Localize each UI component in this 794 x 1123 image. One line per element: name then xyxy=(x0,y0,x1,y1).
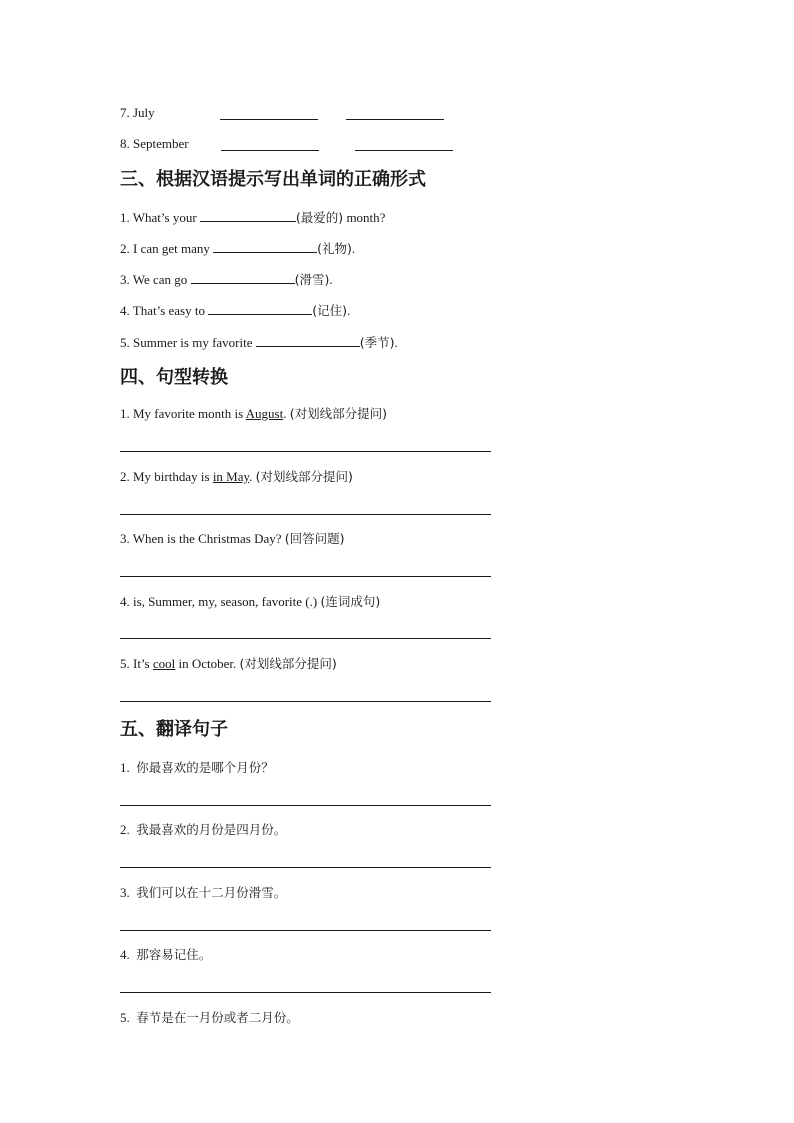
question-row xyxy=(120,334,398,351)
question-row xyxy=(120,136,189,152)
answer-line[interactable] xyxy=(120,514,491,515)
question-text: 我们可以在十二月份滑雪。 xyxy=(136,885,287,900)
answer-line[interactable] xyxy=(120,451,491,452)
underlined-word: in May xyxy=(212,469,250,484)
answer-blank[interactable] xyxy=(191,271,295,284)
instruction-note: (对划线部分提问) xyxy=(289,406,387,421)
hint-text: (礼物) xyxy=(317,241,352,256)
question-text: 春节是在一月份或者二月份。 xyxy=(136,1010,299,1025)
question-row xyxy=(120,406,387,422)
question-number: 1. xyxy=(120,760,130,775)
question-text: 那容易记住。 xyxy=(136,947,212,962)
hint-text: (最爱的) xyxy=(295,210,344,225)
answer-line[interactable] xyxy=(120,576,491,577)
question-text: 2. I can get many xyxy=(120,241,210,256)
answer-blank[interactable] xyxy=(221,138,319,151)
question-text: 4. is, Summer, my, season, favorite (.) xyxy=(120,594,321,609)
question-text: 1. My favorite month is xyxy=(120,406,246,421)
question-text: 3. We can go xyxy=(120,272,188,287)
question-label: 7. July xyxy=(120,105,155,120)
question-text: 你最喜欢的是哪个月份？ xyxy=(136,760,274,775)
question-text: 1. What’s your xyxy=(120,210,197,225)
underlined-word: cool xyxy=(152,656,176,671)
hint-text: (记住) xyxy=(312,303,347,318)
question-number: 2. xyxy=(120,822,130,837)
answer-blank[interactable] xyxy=(208,302,312,315)
question-text: in October. xyxy=(175,656,240,671)
question-number: 5. xyxy=(120,1010,130,1025)
question-text: . xyxy=(394,335,398,350)
question-text: 2. My birthday is xyxy=(120,469,213,484)
instruction-note: (回答问题) xyxy=(284,531,345,546)
question-row xyxy=(120,105,155,121)
question-number: 4. xyxy=(120,947,130,962)
answer-line[interactable] xyxy=(120,638,491,639)
section-heading: 三、根据汉语提示写出单词的正确形式 xyxy=(120,169,426,190)
answer-blank[interactable] xyxy=(355,138,453,151)
instruction-note: (对划线部分提问) xyxy=(255,469,353,484)
question-row xyxy=(120,1010,299,1026)
question-row xyxy=(120,594,380,610)
hint-text: (季节) xyxy=(359,335,395,350)
question-row xyxy=(120,822,286,838)
question-text: . xyxy=(347,303,351,318)
answer-blank[interactable] xyxy=(256,334,360,347)
question-text: 我最喜欢的月份是四月份。 xyxy=(136,822,287,837)
question-text: 5. Summer is my favorite xyxy=(120,335,253,350)
instruction-note: (对划线部分提问) xyxy=(239,656,337,671)
question-row xyxy=(120,947,211,963)
question-label: 8. September xyxy=(120,136,189,151)
section-heading: 五、翻译句子 xyxy=(120,719,228,740)
question-row xyxy=(120,760,274,776)
question-text: 4. That’s easy to xyxy=(120,303,205,318)
section-heading: 四、句型转换 xyxy=(120,367,228,388)
answer-line[interactable] xyxy=(120,867,491,868)
question-text: . xyxy=(351,241,356,256)
question-text: . xyxy=(329,272,333,287)
question-row xyxy=(120,240,355,257)
question-row xyxy=(120,209,385,226)
question-row xyxy=(120,531,345,547)
answer-line[interactable] xyxy=(120,992,491,993)
question-text: . xyxy=(283,406,290,421)
answer-line[interactable] xyxy=(120,701,491,702)
question-text: 3. When is the Christmas Day? xyxy=(120,531,285,546)
answer-blank[interactable] xyxy=(220,107,318,120)
question-row xyxy=(120,271,333,288)
underlined-word: August xyxy=(245,406,284,421)
question-row xyxy=(120,656,337,672)
answer-blank[interactable] xyxy=(213,240,317,253)
answer-line[interactable] xyxy=(120,930,491,931)
question-row xyxy=(120,302,350,319)
question-text: . xyxy=(249,469,256,484)
instruction-note: (连词成句) xyxy=(320,594,381,609)
question-text: 5. It’s xyxy=(120,656,153,671)
question-row xyxy=(120,885,286,901)
question-row xyxy=(120,469,353,485)
answer-blank[interactable] xyxy=(200,209,296,222)
hint-text: (滑雪) xyxy=(294,272,330,287)
question-text: month? xyxy=(343,210,386,225)
question-number: 3. xyxy=(120,885,130,900)
answer-blank[interactable] xyxy=(346,107,444,120)
answer-line[interactable] xyxy=(120,805,491,806)
